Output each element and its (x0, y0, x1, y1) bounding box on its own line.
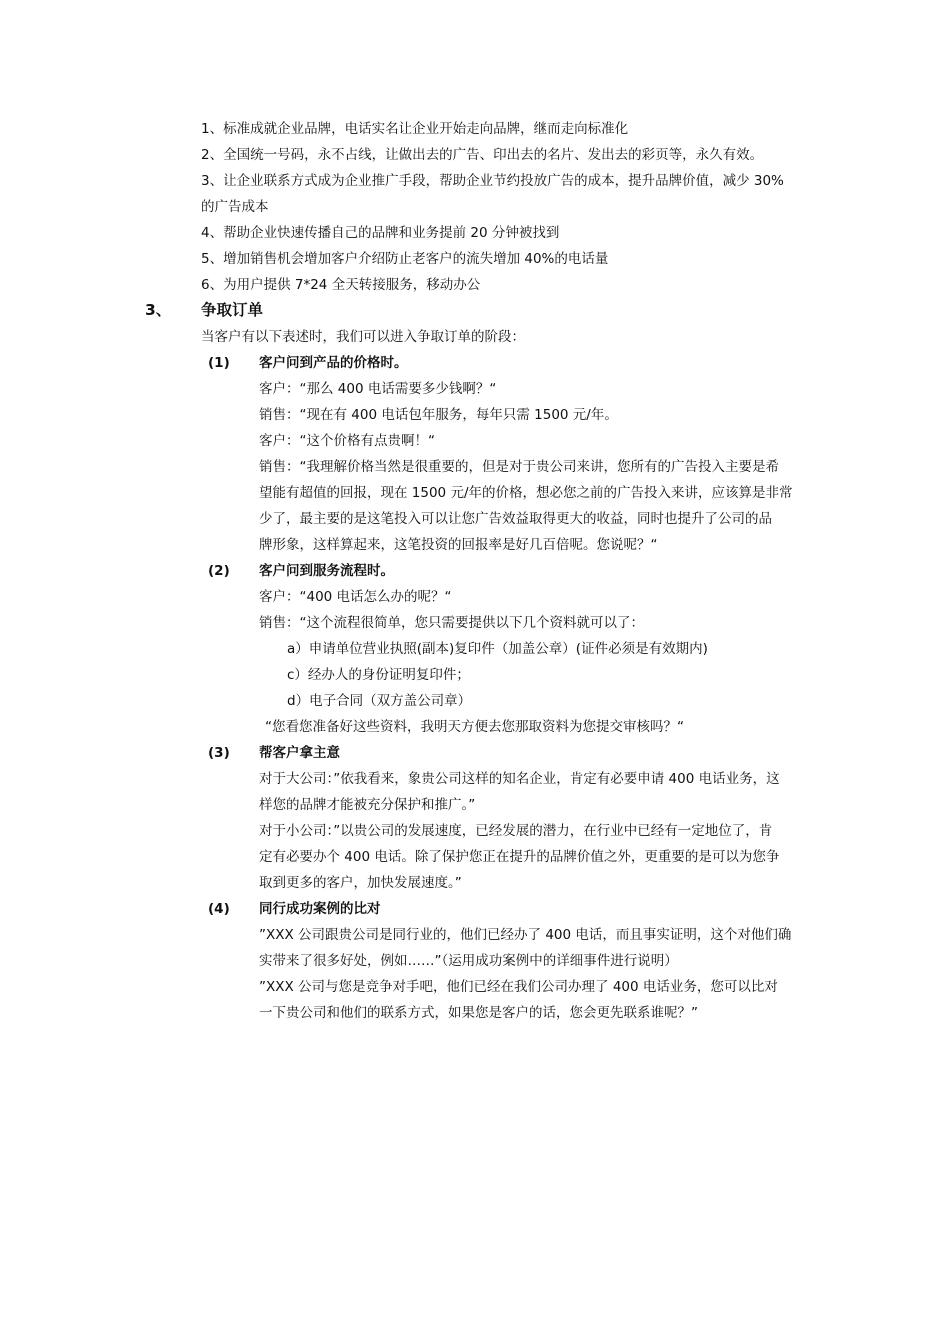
dialogue-line: 一下贵公司和他们的联系方式，如果您是客户的话，您会更先联系谁呢？” (259, 1005, 698, 1021)
benefit-item: 1、标准成就企业品牌，电话实名让企业开始走向品牌，继而走向标准化 (201, 121, 629, 137)
subsection-number: (3) (208, 745, 230, 761)
benefit-item: 5、增加销售机会增加客户介绍防止老客户的流失增加 40%的电话量 (201, 251, 609, 267)
dialogue-line: 对于大公司：”依我看来，象贵公司这样的知名企业，肯定有必要申请 400 电话业务，这 (259, 771, 780, 787)
subsection-title: 同行成功案例的比对 (259, 901, 381, 917)
dialogue-line: 客户：“那么 400 电话需要多少钱啊？“ (259, 381, 497, 397)
dialogue-line: 销售：“我理解价格当然是很重要的，但是对于贵公司来讲，您所有的广告投入主要是希 (259, 459, 779, 475)
subsection-title: 客户问到服务流程时。 (259, 563, 394, 579)
dialogue-line: 牌形象，这样算起来，这笔投资的回报率是好几百倍呢。您说呢？“ (259, 537, 658, 553)
dialogue-line: 少了，最主要的是这笔投入可以让您广告效益取得更大的收益，同时也提升了公司的品 (259, 511, 772, 527)
dialogue-line: 对于小公司：”以贵公司的发展速度，已经发展的潜力，在行业中已经有一定地位了，肯 (259, 823, 773, 839)
document-list-item: a）申请单位营业执照(副本)复印件（加盖公章）(证件必须是有效期内) (287, 641, 708, 657)
dialogue-line: 销售：“这个流程很简单，您只需要提供以下几个资料就可以了： (259, 615, 644, 631)
closing-quote: “您看您准备好这些资料，我明天方便去您那取资料为您提交审核吗？“ (265, 719, 684, 735)
benefit-item: 6、为用户提供 7*24 全天转接服务，移动办公 (201, 277, 481, 293)
dialogue-line: 取到更多的客户，加快发展速度。” (259, 875, 462, 891)
subsection-title: 客户问到产品的价格时。 (259, 355, 408, 371)
document-list-item: c）经办人的身份证明复印件； (287, 667, 470, 683)
benefit-item: 2、全国统一号码，永不占线，让做出去的广告、印出去的名片、发出去的彩页等，永久有效。 (201, 147, 764, 163)
dialogue-line: 销售：“现在有 400 电话包年服务，每年只需 1500 元/年。 (259, 407, 618, 423)
dialogue-line: 望能有超值的回报，现在 1500 元/年的价格，想必您之前的广告投入来讲，应该算是非常 (259, 485, 793, 501)
dialogue-line: ”XXX 公司跟贵公司是同行业的，他们已经办了 400 电话，而且事实证明，这个对他们确 (259, 927, 792, 943)
benefit-item: 3、让企业联系方式成为企业推广手段，帮助企业节约投放广告的成本，提升品牌价值，减少 30% (201, 173, 784, 189)
dialogue-line: ”XXX 公司与您是竞争对手吧，他们已经在我们公司办理了 400 电话业务，您可以比对 (259, 979, 778, 995)
dialogue-line: 定有必要办个 400 电话。除了保护您正在提升的品牌价值之外，更重要的是可以为您争 (259, 849, 780, 865)
dialogue-line: 客户：“400 电话怎么办的呢？“ (259, 589, 452, 605)
dialogue-line: 样您的品牌才能被充分保护和推广。” (259, 797, 476, 813)
dialogue-line: 实带来了很多好处，例如……”（运用成功案例中的详细事件进行说明） (259, 953, 678, 969)
subsection-number: (2) (208, 563, 230, 579)
benefit-item: 4、帮助企业快速传播自己的品牌和业务提前 20 分钟被找到 (201, 225, 560, 241)
dialogue-line: 客户：“这个价格有点贵啊！“ (259, 433, 435, 449)
subsection-number: (4) (208, 901, 230, 917)
subsection-number: (1) (208, 355, 230, 371)
benefit-item-continued: 的广告成本 (201, 199, 269, 215)
document-list-item: d）电子合同（双方盖公司章） (287, 693, 472, 709)
section-intro: 当客户有以下表述时，我们可以进入争取订单的阶段： (201, 329, 525, 345)
section-number: 3、 (145, 301, 172, 319)
section-title: 争取订单 (201, 301, 264, 319)
subsection-title: 帮客户拿主意 (259, 745, 340, 761)
